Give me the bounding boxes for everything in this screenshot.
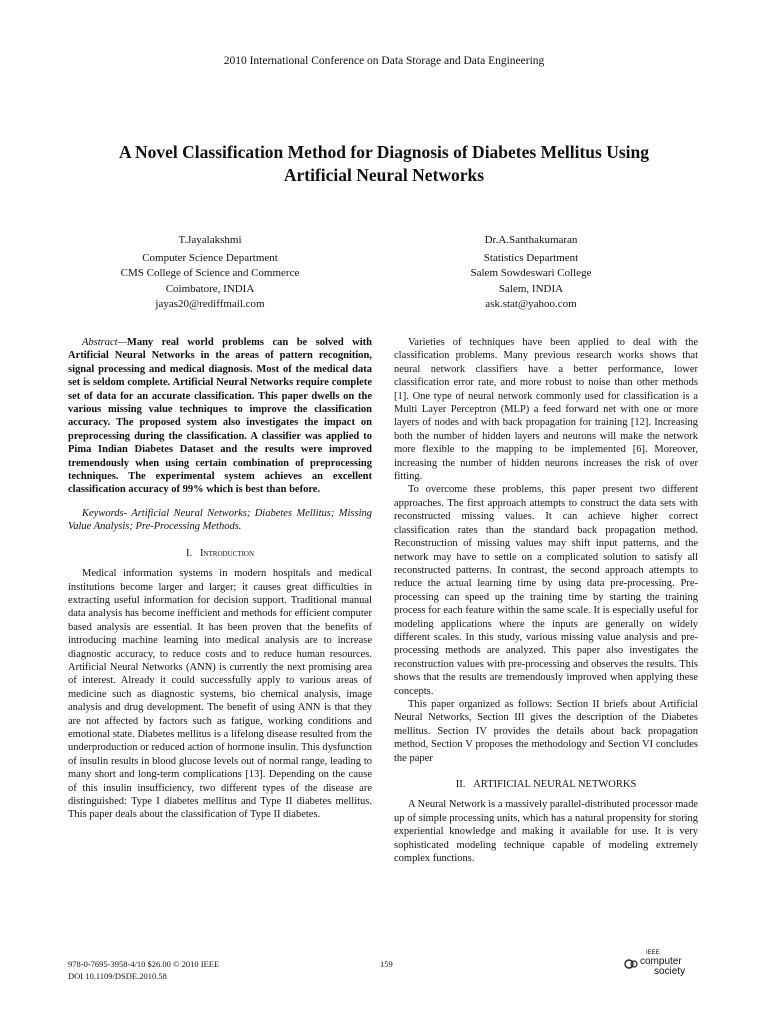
section-number: II. bbox=[455, 779, 466, 790]
section-title: Introduction bbox=[199, 547, 255, 559]
intro-paragraph: Medical information systems in modern hospitals and medical institutions become larger and larger; it causes great difficulties in extracting useful information for decision support. Traditional manual data analysis has become inefficient and methods for efficient computer based analysis are essential. It has been proven that the benefits of introducing machine learning into medical analysis are to increase diagnostic accuracy, to reduce costs and to reduce human resources. Artificial Neural Networks (ANN) is currently the next promising area of interest. Already it could successfully apply to various areas of medicine such as diagnostic systems, bio chemical analysis, image analysis and drug development. The benefit of using ANN is that they are not affected by factors such as fatigue, working conditions and emotional state. Diabetes mellitus is a lifelong disease resulted from the underproduction or reduced action of hormone insulin. This dysfunction of insulin results in blood glucose levels out of normal range, leading to many short and long-term complications [13]. Depending on the cause of this insulin insufficiency, two different types of the disease are distinguished: Type I diabetes mellitus and Type II diabetes mellitus. This paper deals about the classification of Type II diabetes. bbox=[68, 568, 372, 821]
author-email: ask.stat@yahoo.com bbox=[485, 297, 577, 310]
body-paragraph-2: To overcome these problems, this paper present two different approaches. The first approach attempts to construct the data sets with reconstructed missing values. It can achieve higher correct classification rates than the standard back propagation method. Reconstruction of missing values may shift input patterns, and the network may have to settle on a complicated solution to satisfy all reconstructed patterns. In contrast, the second approach attempts to reduce the actual learning time by using data pre-processing. Pre-processing can speed up the training time by starting the training process for each feature within the same scale. It is especially useful for modeling applications where the inputs are generally on widely different scales. In this study, various missing value analysis and pre-processing methods are analyzed. This paper also investigates the reconstruction values with pre-processing and observes the results. This shows that the results are tremendously improved when applying these concepts. bbox=[394, 484, 698, 697]
footer-isbn: 978-0-7695-3958-4/10 $26.00 © 2010 IEEE bbox=[68, 959, 220, 969]
logo-ieee-text: IEEE bbox=[646, 950, 660, 956]
title-line-2: Artificial Neural Networks bbox=[283, 165, 485, 185]
right-column bbox=[394, 336, 698, 865]
left-column bbox=[68, 336, 372, 822]
author-block-2 bbox=[381, 233, 681, 312]
footer-doi: DOI 10.1109/DSDE.2010.58 bbox=[68, 971, 167, 981]
author-institution: CMS College of Science and Commerce bbox=[120, 267, 300, 280]
author-name: Dr.A.Santhakumaran bbox=[484, 234, 578, 246]
keywords: Keywords- Artificial Neural Networks; Diabetes Mellitus; Missing Value Analysis; Pre-Processing Methods. bbox=[68, 507, 372, 533]
page-number: 159 bbox=[380, 959, 393, 969]
ann-paragraph: A Neural Network is a massively parallel-distributed processor made up of simple processing units, which has a natural propensity for storing experiential knowledge and making it available for use. It is very sophisticated modeling technique capable of modeling extremely complex functions. bbox=[394, 799, 698, 865]
page-footer bbox=[68, 958, 704, 982]
conference-header: 2010 International Conference on Data Storage and Data Engineering bbox=[223, 55, 545, 67]
author-department: Computer Science Department bbox=[142, 252, 278, 265]
computer-society-mark-icon bbox=[624, 959, 638, 969]
author-city: Salem, INDIA bbox=[498, 282, 564, 295]
body-paragraph-1: Varieties of techniques have been applied to deal with the classification problems. Many previous research works shows that neural network classifiers have a better performance, lower classification error rate, and more robust to noise than other methods [1]. One type of neural network commonly used for classification is a Multi Layer Perceptron (MLP) a feed forward net with one or more layers of nodes and with back propagation for training [12]. Increasing both the number of hidden layers and neurons will make the network more flexible to the mapping to be implemented [6]. Moreover, increasing the number of hidden neurons increases the risk of over fitting. bbox=[394, 337, 698, 483]
section-title: ARTIFICIAL NEURAL NETWORKS bbox=[473, 779, 637, 790]
author-department: Statistics Department bbox=[483, 252, 579, 265]
section-heading-ann bbox=[394, 778, 698, 791]
abstract-label: Abstract— bbox=[82, 337, 127, 348]
abstract bbox=[68, 336, 372, 497]
author-name: T.Jayalakshmi bbox=[178, 234, 242, 246]
paper-title bbox=[40, 141, 728, 187]
author-email: jayas20@rediffmail.com bbox=[155, 297, 265, 310]
section-number: I. bbox=[185, 547, 193, 559]
body-paragraph-3: This paper organized as follows: Section II briefs about Artificial Neural Networks, Section III gives the description of the Diabetes mellitus. Section IV provides the details about back propagation method, Section V proposes the methodology and Section VI concludes the paper bbox=[394, 698, 698, 764]
logo-line-2: society bbox=[654, 966, 686, 977]
author-institution: Salem Sowdeswari College bbox=[470, 267, 592, 280]
logo-line-1: computer bbox=[640, 956, 682, 967]
abstract-text: Many real world problems can be solved with Artificial Neural Networks in the areas of pattern recognition, signal processing and medical diagnosis. Most of the medical data set is seldom complete. Artificial Neural Networks require complete set of data for an accurate classification. This paper dwells on the various missing value techniques to improve the classification accuracy. The proposed system also investigates the impact on preprocessing during the classification. A classifier was applied to Pima Indian Diabetes Dataset and the results were improved tremendously when using certain combination of preprocessing techniques. The experimental system achieves an excellent classification accuracy of 99% which is best than before. bbox=[68, 337, 372, 496]
title-line-1: A Novel Classification Method for Diagnosis of Diabetes Mellitus Using bbox=[118, 142, 650, 162]
author-city: Coimbatore, INDIA bbox=[165, 282, 255, 295]
author-block-1 bbox=[60, 233, 360, 312]
section-heading-introduction bbox=[68, 547, 372, 560]
computer-society-logo bbox=[624, 950, 694, 980]
